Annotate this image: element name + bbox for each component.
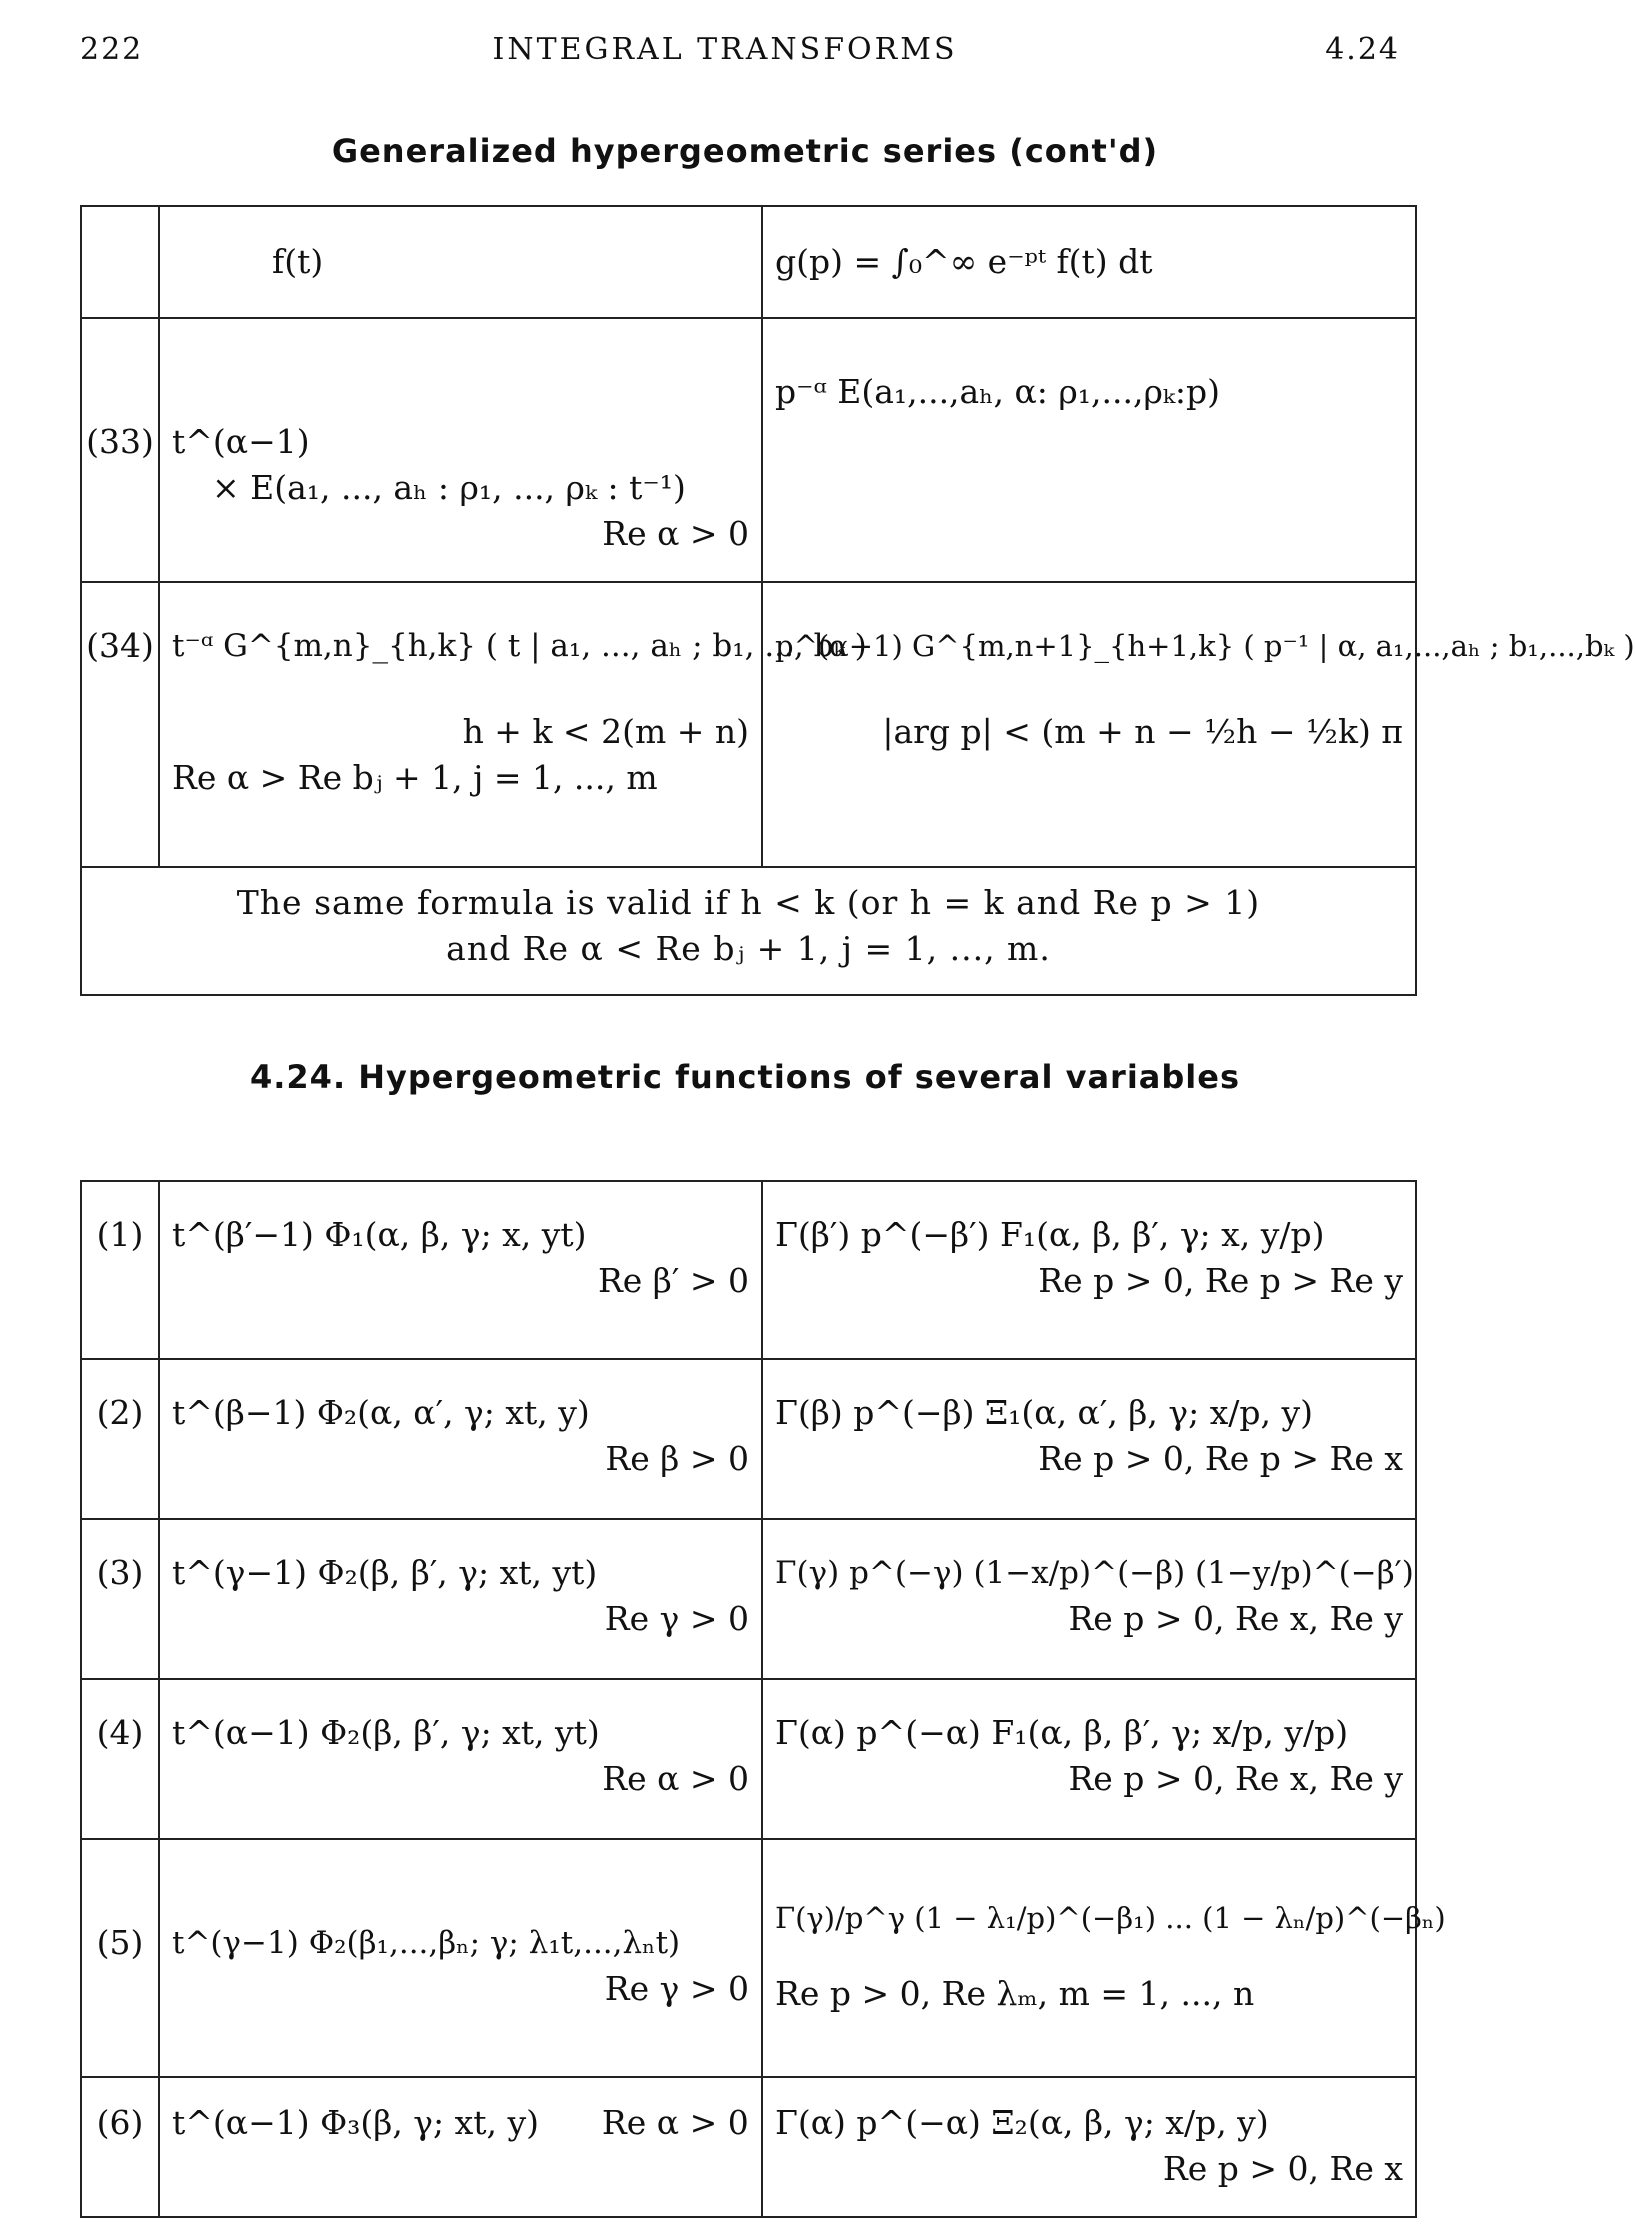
table-caption-generalized-hypergeometric: Generalized hypergeometric series (cont'd): [331, 132, 1159, 170]
header-blank-cell: [81, 206, 159, 318]
note-line: The same formula is valid if h < k (or h = k and Re p > 1): [236, 883, 1261, 922]
row-number: (3): [81, 1519, 159, 1679]
header-f: f(t): [272, 242, 324, 281]
f-cell: [159, 318, 762, 582]
f-cell: [159, 1519, 762, 1679]
g-line: p⁻ᵅ E(a₁,...,aₕ, α: ρ₁,...,ρₖ:p): [775, 372, 1221, 411]
f-line: t⁻ᵅ G^{m,n}_{h,k} ( t | a₁, ..., aₕ ; b₁, ..., bₖ ): [172, 628, 867, 664]
f-condition: Re γ > 0: [604, 1599, 749, 1638]
header-g-cell: [762, 206, 1416, 318]
table-row-1: [81, 1181, 1416, 1359]
f-cell: [159, 1181, 762, 1359]
g-condition: Re p > 0, Re p > Re x: [1038, 1439, 1403, 1478]
g-cell: [762, 1181, 1416, 1359]
f-line: t^(α−1) Φ₃(β, γ; xt, y) Re α > 0: [172, 2103, 749, 2142]
row-number: (5): [81, 1839, 159, 2077]
f-condition: Re β′ > 0: [597, 1261, 749, 1300]
g-line: Γ(β′) p^(−β′) F₁(α, β, β′, γ; x, y/p): [775, 1215, 1325, 1254]
g-condition: Re p > 0, Re x: [1162, 2149, 1403, 2188]
table-row-3: [81, 1519, 1416, 1679]
f-line: t^(γ−1) Φ₂(β, β′, γ; xt, yt): [172, 1553, 598, 1592]
row-number: (4): [81, 1679, 159, 1839]
g-condition: Re p > 0, Re p > Re y: [1038, 1261, 1403, 1300]
f-condition: h + k < 2(m + n): [462, 712, 749, 751]
f-condition: Re α > 0: [602, 1759, 749, 1798]
g-cell: [762, 1839, 1446, 2077]
g-condition: Re p > 0, Re x, Re y: [1068, 1759, 1403, 1798]
page-number: 222: [80, 32, 144, 67]
g-line: Γ(α) p^(−α) Ξ₂(α, β, γ; x/p, y): [775, 2103, 1269, 2142]
table-row-33: [81, 318, 1416, 582]
f-cell: [159, 1679, 762, 1839]
transform-table-several-variables: [80, 1180, 1446, 2218]
table-row-5: [81, 1839, 1416, 2077]
table-note-row: [81, 867, 1416, 995]
header-g: g(p) = ∫₀^∞ e⁻ᵖᵗ f(t) dt: [775, 242, 1153, 281]
f-condition: Re β > 0: [605, 1439, 749, 1478]
transform-table-continued: [80, 205, 1635, 996]
f-condition: Re α > 0: [602, 514, 749, 553]
row-number: (1): [81, 1181, 159, 1359]
table-header-row: [81, 206, 1416, 318]
section-reference: 4.24: [1325, 32, 1400, 67]
f-condition: Re α > Re bⱼ + 1, j = 1, ..., m: [172, 758, 658, 797]
g-condition: Re p > 0, Re λₘ, m = 1, ..., n: [775, 1974, 1255, 2013]
f-cell: [159, 1359, 762, 1519]
g-condition: Re p > 0, Re x, Re y: [1068, 1599, 1403, 1638]
f-cell: [159, 1839, 762, 2077]
g-cell: [762, 318, 1416, 582]
table-row-34: [81, 582, 1416, 867]
f-cell: [159, 582, 867, 867]
row-number: (33): [81, 318, 159, 582]
g-cell: [762, 1519, 1416, 1679]
table-row-4: [81, 1679, 1416, 1839]
g-cell: [762, 1679, 1416, 1839]
header-f-cell: [159, 206, 762, 318]
g-line: p^(α−1) G^{m,n+1}_{h+1,k} ( p⁻¹ | α, a₁,...,aₕ ; b₁,...,bₖ ): [775, 629, 1635, 663]
section-heading-4-24: 4.24. Hypergeometric functions of several variables: [249, 1058, 1240, 1096]
f-line: × E(a₁, ..., aₕ : ρ₁, ..., ρₖ : t⁻¹): [212, 468, 686, 507]
f-line: t^(α−1) Φ₂(β, β′, γ; xt, yt): [172, 1713, 600, 1752]
row-number: (34): [81, 582, 159, 867]
g-line: Γ(γ)/p^γ (1 − λ₁/p)^(−β₁) ... (1 − λₙ/p)^(−βₙ): [775, 1901, 1446, 1935]
g-line: Γ(γ) p^(−γ) (1−x/p)^(−β) (1−y/p)^(−β′): [775, 1555, 1414, 1591]
f-line: t^(β′−1) Φ₁(α, β, γ; x, yt): [172, 1215, 587, 1254]
table-note: [81, 867, 1416, 995]
g-line: Γ(β) p^(−β) Ξ₁(α, α′, β, γ; x/p, y): [775, 1393, 1314, 1432]
f-line: t^(α−1): [172, 422, 310, 461]
table-row-2: [81, 1359, 1416, 1519]
table-row-6: [81, 2077, 1416, 2217]
g-line: Γ(α) p^(−α) F₁(α, β, β′, γ; x/p, y/p): [775, 1713, 1349, 1752]
g-cell: [762, 582, 1635, 867]
row-number: (6): [81, 2077, 159, 2217]
g-cell: [762, 1359, 1416, 1519]
f-condition: Re γ > 0: [604, 1969, 749, 2008]
running-title: INTEGRAL TRANSFORMS: [492, 32, 958, 67]
row-number: (2): [81, 1359, 159, 1519]
f-line: t^(γ−1) Φ₂(β₁,...,βₙ; γ; λ₁t,...,λₙt): [172, 1925, 681, 1961]
f-cell: [159, 2077, 762, 2217]
note-line: and Re α < Re bⱼ + 1, j = 1, ..., m.: [446, 929, 1051, 968]
f-line: t^(β−1) Φ₂(α, α′, γ; xt, y): [172, 1393, 590, 1432]
g-condition: |arg p| < (m + n − ½h − ½k) π: [882, 712, 1403, 751]
g-cell: [762, 2077, 1416, 2217]
